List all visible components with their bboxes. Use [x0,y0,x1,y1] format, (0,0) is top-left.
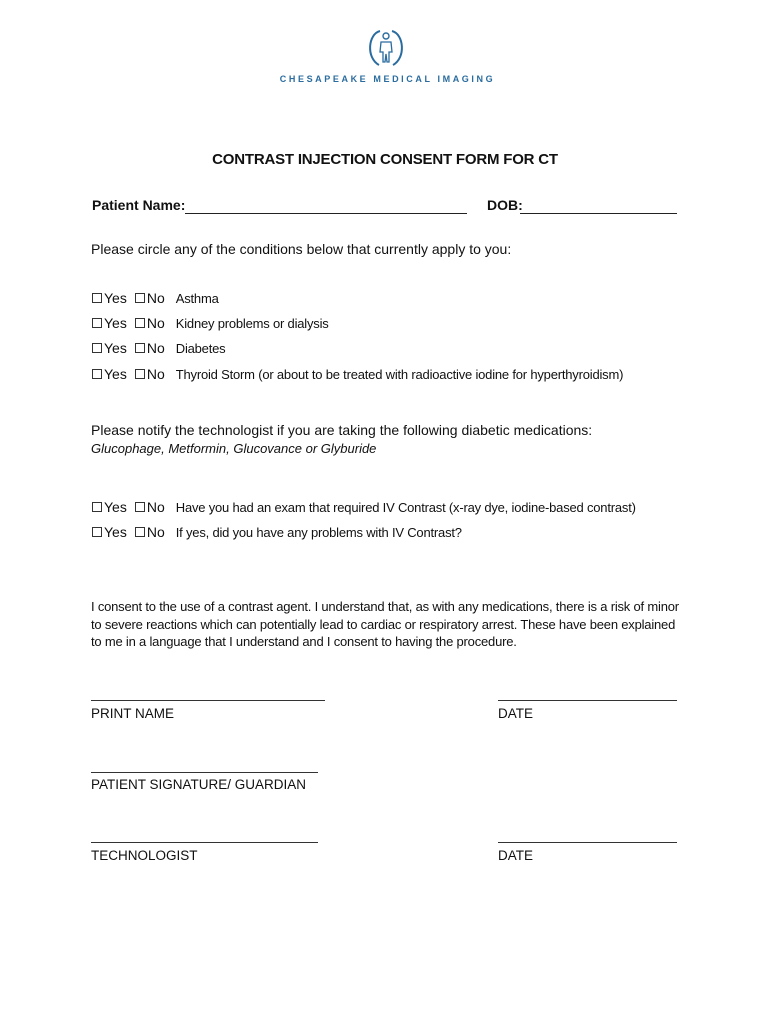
question-label: If yes, did you have any problems with IV Contrast? [175,524,462,540]
patient-signature-label: PATIENT SIGNATURE/ GUARDIAN [91,777,307,792]
no-checkbox[interactable]: No [135,340,165,356]
question-row [92,523,462,541]
dob-field[interactable] [520,198,677,214]
medications-list: Glucophage, Metformin, Glucovance or Glyburide [91,441,377,456]
checkbox-icon [135,343,145,353]
no-checkbox[interactable]: No [135,499,165,515]
consent-line: I consent to the use of a contrast agent. I understand that, as with any medications, there is a risk of minor [91,599,679,614]
checkbox-icon [92,293,102,303]
date-line[interactable] [498,700,677,701]
checkbox-icon [92,502,102,512]
condition-row [92,365,623,383]
yes-checkbox[interactable]: Yes [92,366,127,382]
yes-checkbox[interactable]: Yes [92,499,127,515]
checkbox-icon [135,527,145,537]
yes-checkbox[interactable]: Yes [92,315,127,331]
checkbox-icon [92,318,102,328]
organization-name: CHESAPEAKE MEDICAL IMAGING [279,74,496,84]
patient-name-label: Patient Name: [92,197,186,213]
patient-signature-line[interactable] [91,772,318,773]
consent-paragraph [91,598,691,651]
checkbox-icon [135,318,145,328]
conditions-prompt: Please circle any of the conditions below that currently apply to you: [91,241,512,257]
yes-checkbox[interactable]: Yes [92,290,127,306]
dob-label: DOB: [487,197,523,213]
patient-name-field[interactable] [185,198,467,214]
condition-label: Kidney problems or dialysis [175,315,329,331]
question-row [92,498,636,516]
no-checkbox[interactable]: No [135,315,165,331]
print-name-label: PRINT NAME [91,706,175,721]
no-checkbox[interactable]: No [135,290,165,306]
print-name-line[interactable] [91,700,325,701]
consent-line: to me in a language that I understand and I consent to having the procedure. [91,634,517,649]
condition-label: Diabetes [175,340,226,356]
checkbox-icon [92,343,102,353]
yes-checkbox[interactable]: Yes [92,524,127,540]
date-label: DATE [498,848,534,863]
medications-prompt: Please notify the technologist if you are taking the following diabetic medications: [91,422,593,438]
technologist-label: TECHNOLOGIST [91,848,198,863]
yes-checkbox[interactable]: Yes [92,340,127,356]
condition-row [92,314,329,332]
question-label: Have you had an exam that required IV Contrast (x-ray dye, iodine-based contrast) [175,499,636,515]
form-title: CONTRAST INJECTION CONSENT FORM FOR CT [212,151,558,168]
condition-label: Thyroid Storm (or about to be treated with radioactive iodine for hyperthyroidism) [175,366,624,382]
no-checkbox[interactable]: No [135,366,165,382]
checkbox-icon [92,369,102,379]
technologist-line[interactable] [91,842,318,843]
date-line[interactable] [498,842,677,843]
logo-icon [363,28,409,68]
condition-label: Asthma [175,290,219,306]
condition-row [92,289,219,307]
no-checkbox[interactable]: No [135,524,165,540]
checkbox-icon [135,293,145,303]
consent-line: to severe reactions which can potentially lead to cardiac or respiratory arrest. These have been explained [91,616,676,632]
checkbox-icon [92,527,102,537]
condition-row [92,339,225,357]
checkbox-icon [135,502,145,512]
checkbox-icon [135,369,145,379]
date-label: DATE [498,706,534,721]
